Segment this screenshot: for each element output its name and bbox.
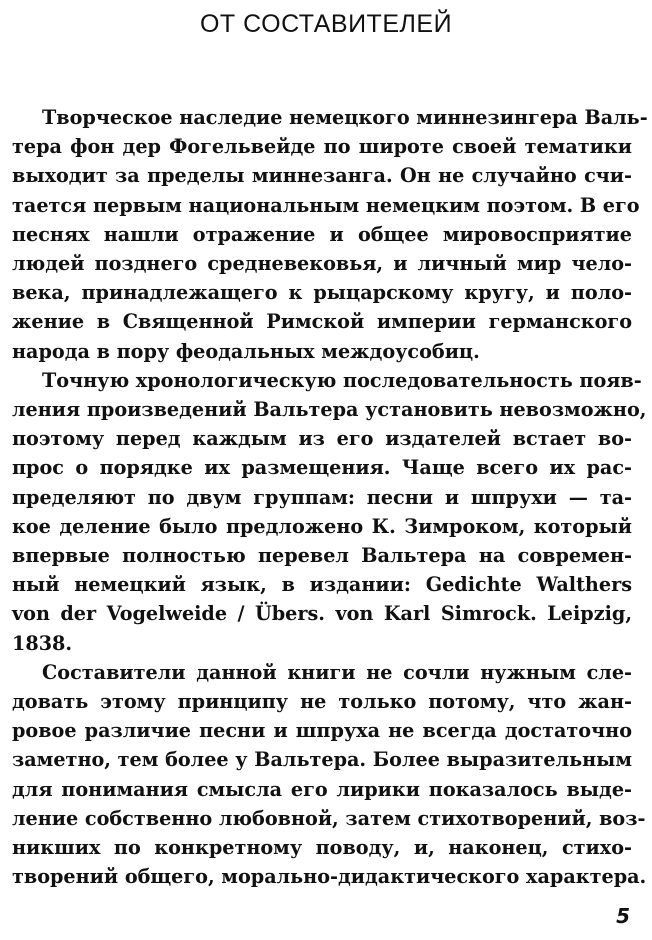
text-line: 1838. [12,631,73,655]
text-line: народа в пору феодальных междоусобиц. [12,339,480,363]
text-line: поэтому перед каждым из его издателей встает во- [12,427,632,451]
text-line: Творческое наследие немецкого миннезингера Валь- [42,106,648,129]
text-line: пределяют по двум группам: песни и шпрухи — та- [12,485,632,509]
text-line: von der Vogelweide / Übers. von Karl Simrock. Leipzig, [12,602,632,626]
body-text [12,103,648,891]
text-line: ление собственно любовной, затем стихотворений, воз- [12,806,646,830]
text-line: творений общего, морально-дидактического характера. [12,865,647,889]
text-line: ления произведений Вальтера установить невозможно, [12,398,647,422]
paragraph [12,366,647,658]
text-line: ный немецкий язык, в издании: Gedichte Walthers [12,573,632,597]
text-line: выходит за пределы миннезанга. Он не случайно счи- [12,164,632,188]
text-line: довать этому принципу не только потому, что жан- [12,690,632,714]
paragraph [12,103,648,366]
text-line: людей позднего средневековья, и личный мир чело- [12,252,632,276]
text-line: прос о порядке их размещения. Чаще всего их рас- [12,456,632,480]
paragraph [12,658,647,892]
text-line: заметно, тем более у Вальтера. Более выразительным [12,748,633,772]
text-line: впервые полностью перевел Вальтера на современ- [12,544,632,568]
text-line: ровое различие песни и шпруха не всегда достаточно [12,719,632,743]
text-line: песнях нашли отражение и общее мировосприятие [12,222,632,246]
text-line: Точную хронологическую последовательность появ- [42,368,642,392]
text-line: тается первым национальным немецким поэтом. В его [12,193,640,217]
text-line: Составители данной книги не сочли нужным сле- [42,660,632,684]
text-line: тера фон дер Фогельвейде по широте своей тематики [12,135,632,159]
text-line: жение в Священной Римской империи германского [12,310,632,334]
text-line: для понимания смысла его лирики показалось выде- [12,777,632,801]
page-title: ОТ СОСТАВИТЕЛЕЙ [199,10,453,38]
text-line: никших по конкретному поводу, и, наконец, стихо- [12,836,632,860]
text-line: века, принадлежащего к рыцарскому кругу, и поло- [12,281,632,305]
page-number: 5 [616,904,630,928]
text-line: кое деление было предложено К. Зимроком, который [12,514,632,538]
